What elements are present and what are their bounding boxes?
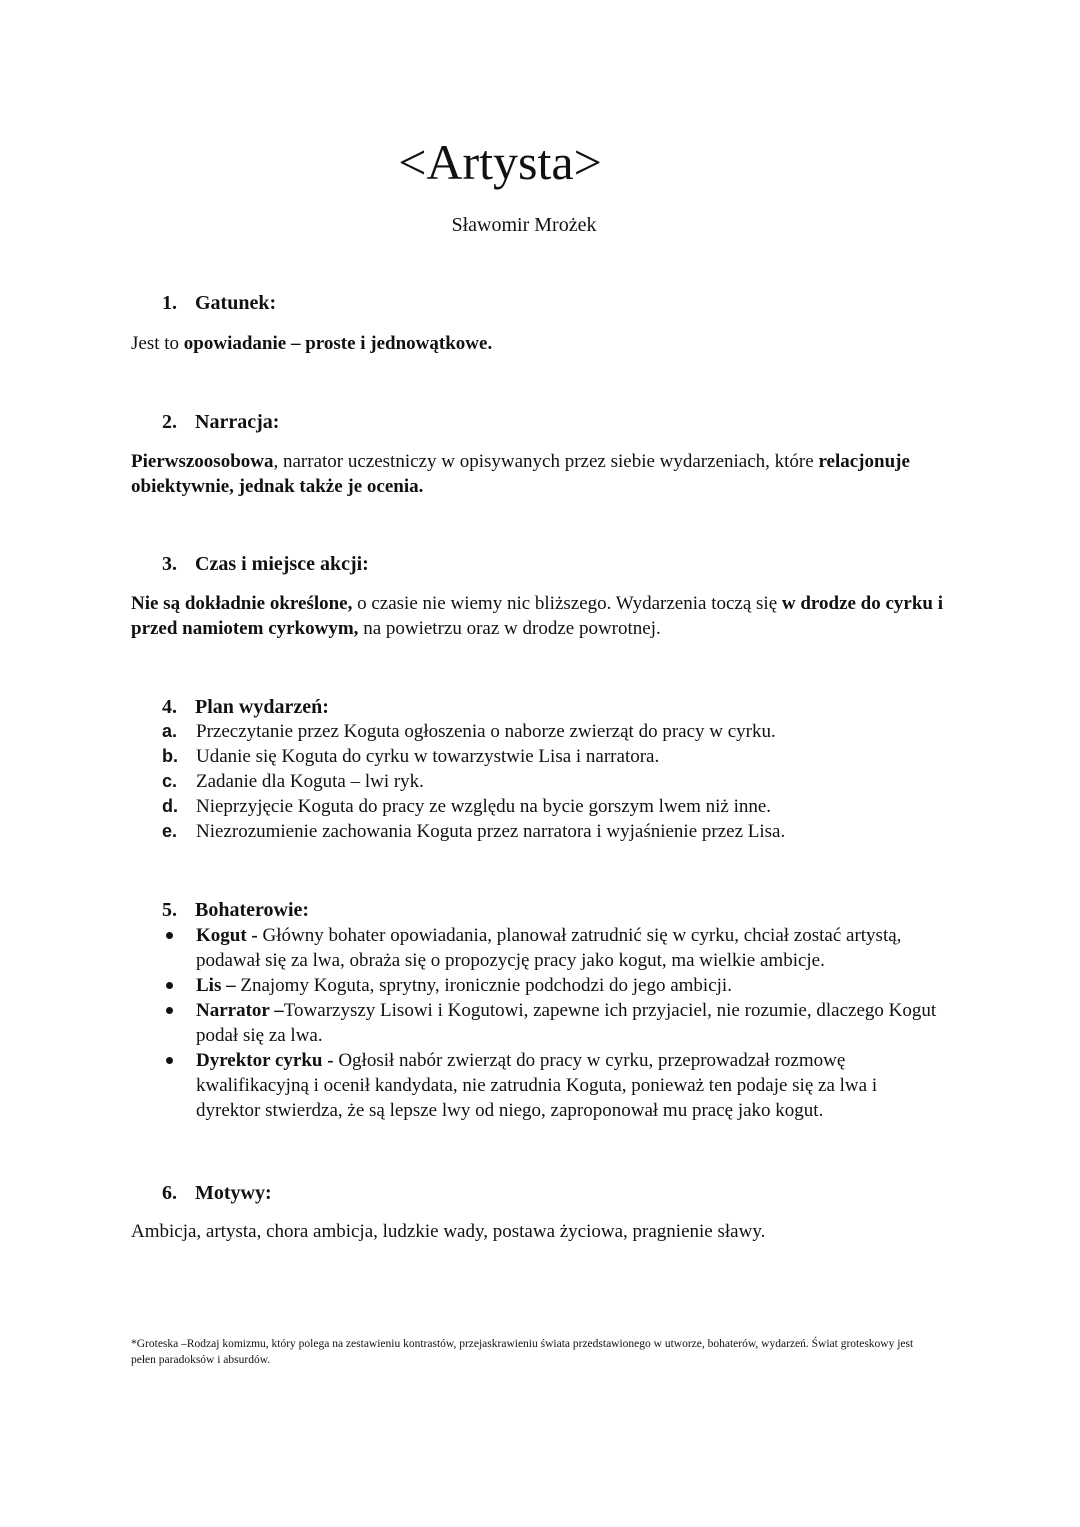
text-run-bold: opowiadanie – proste i jednowątkowe. [183, 333, 493, 354]
section-text-time-place [131, 591, 961, 641]
section-heading-genre [162, 290, 276, 316]
list-marker: e. [162, 821, 178, 841]
list-item [162, 794, 952, 819]
text-run-bold: w drodze do cyrku i przed namiotem cyrkowym, [131, 593, 944, 639]
section-text-narration [131, 449, 961, 499]
character-desc: Ogłosił nabór zwierząt do pracy w cyrku, przeprowadzał rozmowę kwalifikacyjną i ocenił kandydata, nie zatrudnia Koguta, ponieważ ten podaje się za lwa i dyrektor stwierdza, że są lepsze lwy od niego, zaproponował mu pracę jako kogut. [196, 1050, 878, 1121]
bullet-icon [162, 998, 196, 1048]
section-text-motifs: Ambicja, artysta, chora ambicja, ludzkie wady, postawa życiowa, pragnienie sławy. [131, 1221, 766, 1242]
text-run: Jest to [131, 333, 184, 354]
list-item [162, 1048, 942, 1123]
text-run: , narrator uczestniczy w opisywanych przez siebie wydarzeniach, które [273, 451, 819, 472]
characters-list [162, 923, 942, 1123]
section-number: 2. [162, 411, 177, 433]
list-item-text: Niezrozumienie zachowania Koguta przez narratora i wyjaśnienie przez Lisa. [196, 821, 786, 842]
section-number: 3. [162, 553, 177, 575]
list-item [162, 769, 952, 794]
bullet-icon [162, 923, 196, 973]
list-item [162, 819, 952, 844]
character-desc: Towarzyszy Lisowi i Kogutowi, zapewne ich przyjaciel, nie rozumie, dlaczego Kogut podał się za lwa. [196, 1000, 937, 1046]
section-label: Gatunek: [195, 292, 277, 314]
character-desc: Główny bohater opowiadania, planował zatrudnić się w cyrku, chciał zostać artystą, podawał się za lwa, obraża się o propozycję pracy jako kogut, ma wielkie ambicje. [196, 925, 902, 971]
section-number: 5. [162, 899, 177, 921]
section-label: Motywy: [195, 1182, 272, 1204]
list-marker: a. [162, 721, 178, 741]
text-run-bold: Pierwszoosobowa [131, 451, 274, 472]
document-title: <Artysta> [398, 134, 602, 190]
list-item-text: Przeczytanie przez Koguta ogłoszenia o naborze zwierząt do pracy w cyrku. [196, 721, 776, 742]
text-run: na powietrzu oraz w drodze powrotnej. [358, 618, 661, 639]
text-run: o czasie nie wiemy nic bliższego. Wydarzenia toczą się [352, 593, 782, 614]
section-heading-time-place [162, 551, 369, 577]
list-item [162, 744, 952, 769]
list-item [162, 973, 942, 998]
footnote: *Groteska –Rodzaj komizmu, który polega na zestawieniu kontrastów, przejaskrawieniu świata przedstawionego w utworze, bohaterów, wydarzeń. Świat groteskowy jest pełen paradoksów i absurdów. [131, 1338, 914, 1366]
text-run-bold: relacjonuje obiektywnie, jednak także je ocenia. [131, 451, 910, 497]
character-desc: Znajomy Koguta, sprytny, ironicznie podchodzi do jego ambicji. [235, 975, 732, 996]
section-label: Bohaterowie: [195, 899, 310, 921]
list-item-text: Udanie się Koguta do cyrku w towarzystwie Lisa i narratora. [196, 746, 660, 767]
author-name: Sławomir Mrożek [451, 214, 597, 236]
section-label: Plan wydarzeń: [195, 696, 329, 718]
list-item-text: Zadanie dla Koguta – lwi ryk. [196, 771, 424, 792]
section-number: 1. [162, 292, 177, 314]
list-item-text: Nieprzyjęcie Koguta do pracy ze względu na bycie gorszym lwem niż inne. [196, 796, 772, 817]
bullet-icon [162, 973, 196, 998]
character-name: Narrator – [196, 1000, 284, 1021]
section-label: Czas i miejsce akcji: [195, 553, 369, 575]
list-item [162, 923, 942, 973]
section-heading-narration [162, 409, 279, 435]
events-list [162, 719, 952, 844]
section-number: 6. [162, 1182, 177, 1204]
section-text-genre [131, 331, 961, 356]
section-label: Narracja: [195, 411, 280, 433]
list-item [162, 719, 952, 744]
character-name: Kogut - [196, 925, 258, 946]
character-name: Lis – [196, 975, 236, 996]
section-heading-characters [162, 897, 309, 923]
text-run-bold: Nie są dokładnie określone, [131, 593, 353, 614]
section-heading-plan [162, 694, 329, 720]
section-heading-motifs [162, 1180, 272, 1206]
list-marker: d. [162, 796, 178, 816]
section-number: 4. [162, 696, 177, 718]
list-item [162, 998, 942, 1048]
list-marker: c. [162, 771, 178, 791]
bullet-icon [162, 1048, 196, 1123]
character-name: Dyrektor cyrku - [196, 1050, 334, 1071]
list-marker: b. [162, 746, 178, 766]
